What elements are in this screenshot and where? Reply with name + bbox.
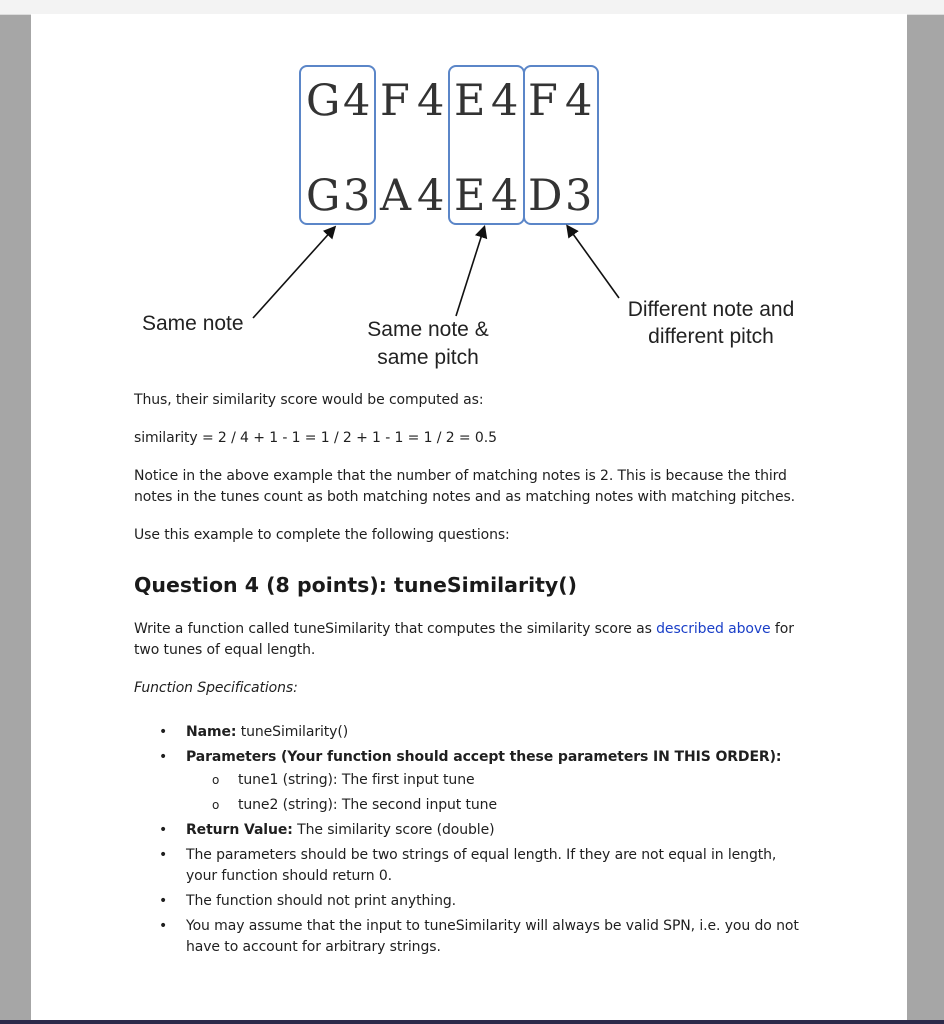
paragraph-notice — [134, 466, 814, 508]
tune2-char: G — [306, 171, 341, 221]
tune2-char: D — [528, 171, 563, 221]
question-description-for: for — [770, 621, 794, 637]
paragraph-notice-line2: notes in the tunes count as both matching notes and as matching notes with matching pitches. — [134, 489, 796, 505]
spec-return-label: Return Value: — [186, 822, 293, 838]
window-bottom-bar — [0, 1020, 944, 1024]
function-specifications-heading: Function Specifications: — [134, 680, 298, 696]
label-different-line2: different pitch — [648, 325, 774, 348]
spec-name-value: tuneSimilarity() — [236, 724, 349, 740]
arrow-same-note — [253, 228, 334, 318]
question-description — [134, 619, 814, 661]
tune2-char: 4 — [417, 171, 445, 221]
paragraph-notice-line1: Notice in the above example that the number of matching notes is 2. This is because the third — [134, 468, 787, 484]
specifications-list — [134, 722, 824, 962]
spec-assume-valid — [134, 916, 824, 958]
tune1-char: E — [454, 76, 486, 126]
tune1-char: 4 — [565, 76, 593, 126]
spec-parameters-label: Parameters (Your function should accept these parameters IN THIS ORDER): — [186, 749, 782, 765]
tune1-char: F — [380, 76, 410, 126]
tune2-char: A — [380, 171, 412, 221]
question-heading: Question 4 (8 points): tuneSimilarity() — [134, 573, 577, 597]
spec-assume-valid-line2: have to account for arbitrary strings. — [186, 939, 441, 955]
tune2-char: 3 — [565, 171, 593, 221]
label-same-note-pitch-line2: same pitch — [377, 346, 479, 369]
question-description-line2: two tunes of equal length. — [134, 642, 316, 658]
spec-return-value: The similarity score (double) — [292, 822, 495, 838]
tune1-char: 4 — [417, 76, 445, 126]
param-tune2: o tune2 (string): The second input tune — [186, 795, 824, 816]
spec-no-print: • The function should not print anything. — [134, 891, 824, 912]
window-top-bar — [0, 0, 944, 15]
arrow-different — [568, 227, 619, 298]
tune1-char: 4 — [491, 76, 519, 126]
tune2-char: 3 — [343, 171, 371, 221]
spec-name-label: Name: — [186, 724, 237, 740]
paragraph-intro: Thus, their similarity score would be computed as: — [134, 392, 484, 408]
similarity-formula: similarity = 2 / 4 + 1 - 1 = 1 / 2 + 1 - 1 = 1 / 2 = 0.5 — [134, 430, 497, 446]
label-same-note: Same note — [142, 312, 244, 335]
spec-equal-length-line1: The parameters should be two strings of equal length. If they are not equal in length, — [186, 847, 777, 863]
tune1-char: 4 — [343, 76, 371, 126]
spec-equal-length-line2: your function should return 0. — [186, 868, 393, 884]
param-tune1: o tune1 (string): The first input tune — [186, 770, 824, 791]
tune1-char: G — [306, 76, 341, 126]
parameters-sublist — [186, 770, 824, 816]
spec-assume-valid-line1: You may assume that the input to tuneSimilarity will always be valid SPN, i.e. you do not — [186, 918, 799, 934]
spec-return — [134, 820, 824, 841]
arrow-same-note-pitch — [456, 228, 484, 316]
label-different-line1: Different note and — [627, 298, 795, 321]
paragraph-use-example: Use this example to complete the following questions: — [134, 527, 510, 543]
tune2-char: E — [454, 171, 486, 221]
document-page — [31, 14, 907, 1020]
spec-name — [134, 722, 824, 743]
tune1-char: F — [528, 76, 558, 126]
tune-comparison-diagram — [31, 14, 907, 374]
spec-equal-length — [134, 845, 824, 887]
described-above-link[interactable]: described above — [656, 621, 771, 637]
spec-parameters — [134, 747, 824, 816]
question-description-text: Write a function called tuneSimilarity that computes the similarity score as — [134, 621, 657, 637]
label-same-note-pitch-line1: Same note & — [367, 318, 489, 341]
tune2-char: 4 — [491, 171, 519, 221]
